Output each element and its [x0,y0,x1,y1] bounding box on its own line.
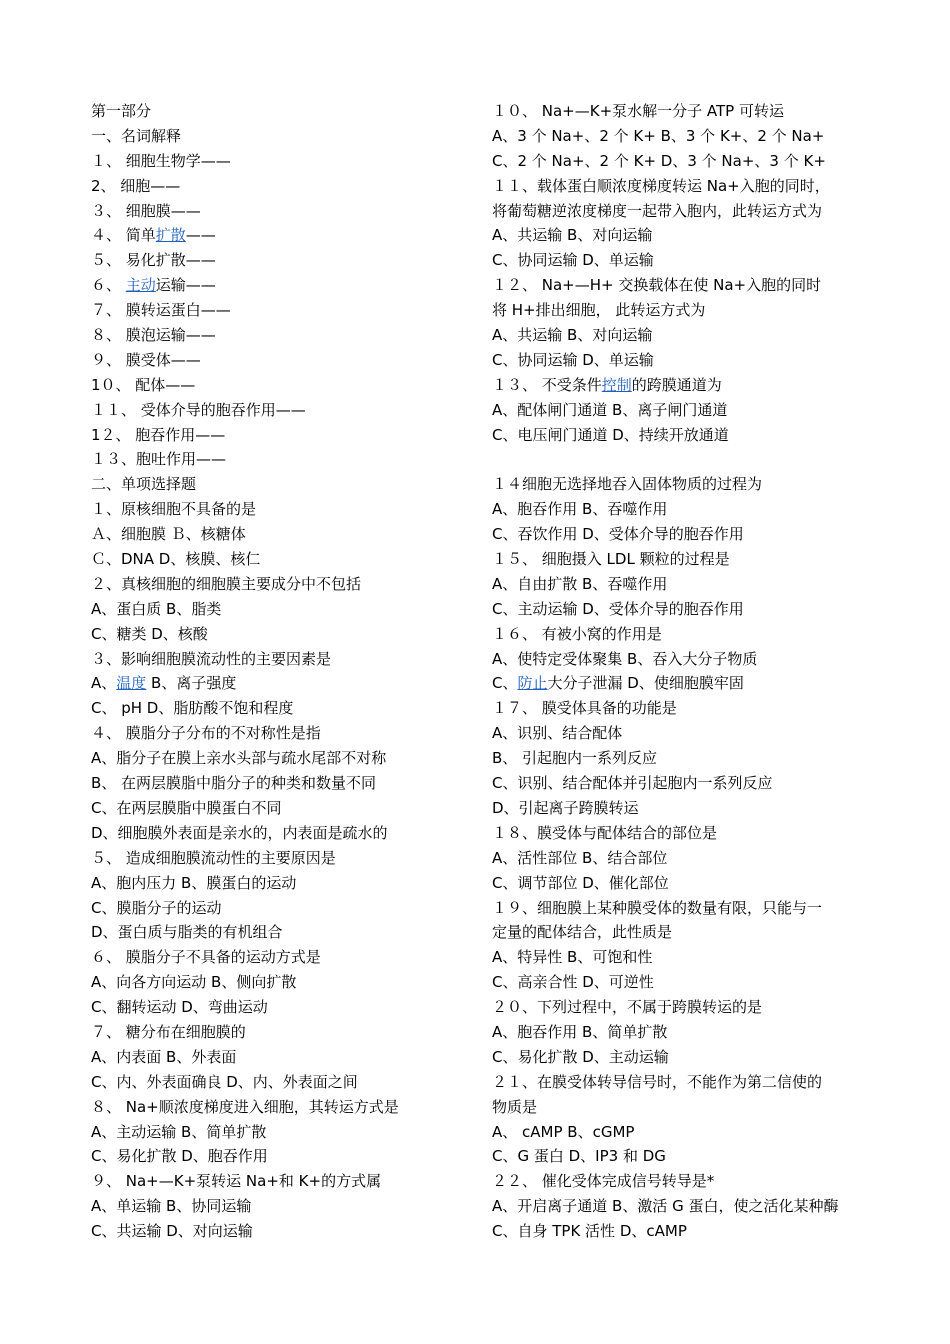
text-line [91,149,461,174]
text-line [91,472,461,497]
text-segment: A、特异性 B、可饱和性 [492,948,653,967]
text-segment: Ａ、细胞膜 Ｂ、核糖体 [91,525,246,544]
hyperlink[interactable]: 温度 [116,674,147,693]
hyperlink[interactable]: 防止 [517,674,548,693]
text-line [492,1120,872,1145]
text-line [91,522,461,547]
text-line [492,1070,872,1095]
text-line [91,647,461,672]
text-segment: A、单运输 B、协同运输 [91,1197,252,1216]
text-segment: C、协同运输 D、单运输 [492,350,654,369]
text-segment: ７、 膜转运蛋白—— [91,301,231,320]
text-segment: 一、名词解释 [91,126,182,145]
text-segment: C、膜脂分子的运动 [91,898,222,917]
text-segment: 的跨膜通道为 [631,375,722,394]
text-segment: ６、 膜脂分子不具备的运动方式是 [91,948,321,967]
text-segment: ７、 糖分布在细胞膜的 [91,1022,246,1041]
text-line [91,721,461,746]
text-segment: A、配体闸门通道 B、离子闸门通道 [492,400,728,419]
text-segment: 将 H+排出细胞， 此转运方式为 [492,301,706,320]
text-segment: D、引起离子跨膜转运 [492,798,639,817]
text-segment: 1２、 胞吞作用—— [91,425,226,444]
text-segment: C、共运输 D、对向运输 [91,1222,253,1241]
text-line [91,572,461,597]
text-segment: ３、影响细胞膜流动性的主要因素是 [91,649,332,668]
text-segment: 1０、 配体—— [91,375,196,394]
text-segment: ６、 [91,276,126,295]
text-segment: 大分子泄漏 D、使细胞膜牢固 [547,674,744,693]
text-line [91,348,461,373]
text-line [492,622,872,647]
text-segment: A、开启离子通道 B、激活 G 蛋白，使之活化某种酶 [492,1197,839,1216]
text-line [91,174,461,199]
text-line [492,1020,872,1045]
text-segment: C、吞饮作用 D、受体介导的胞吞作用 [492,525,744,544]
text-line [91,1169,461,1194]
text-line [492,373,872,398]
text-line [492,597,872,622]
left-column [91,99,461,1244]
text-segment: A、共运输 B、对向运输 [492,226,653,245]
text-segment: A、蛋白质 B、脂类 [91,599,222,618]
text-segment: ４、 简单 [91,226,156,245]
text-line [91,746,461,771]
text-line [492,945,872,970]
text-line [91,970,461,995]
text-line [91,447,461,472]
text-line [492,223,872,248]
text-segment: １３、 不受条件 [492,375,602,394]
text-line [492,696,872,721]
text-segment: —— [185,226,216,245]
text-line [91,1194,461,1219]
text-segment: B、 引起胞内一系列反应 [492,749,658,768]
text-segment: １６、 有被小窝的作用是 [492,624,662,643]
text-segment: C、识别、结合配体并引起胞内一系列反应 [492,774,773,793]
text-line [492,647,872,672]
text-line [91,124,461,149]
text-line [91,248,461,273]
text-segment: A、3 个 Na+、2 个 K+ B、3 个 K+、2 个 Na+ [492,126,825,145]
text-segment: C、G 蛋白 D、IP3 和 DG [492,1147,666,1166]
text-line [91,223,461,248]
text-line [492,721,872,746]
text-line [492,1194,872,1219]
text-line [492,846,872,871]
text-line [91,323,461,348]
text-segment: 将葡萄糖逆浓度梯度一起带入胞内，此转运方式为 [492,201,823,220]
text-segment: A、内表面 B、外表面 [91,1047,237,1066]
text-line [91,821,461,846]
text-segment: ９、 Na+—K+泵转运 Na+和 K+的方式属 [91,1172,382,1191]
text-segment: A、主动运输 B、简单扩散 [91,1122,267,1141]
text-line [91,846,461,871]
text-segment: １４细胞无选择地吞入固体物质的过程为 [492,475,763,494]
text-segment: １０、 Na+—K+泵水解一分子 ATP 可转运 [492,102,784,120]
text-line [492,896,872,921]
text-line [91,995,461,1020]
text-line [492,821,872,846]
text-line [492,995,872,1020]
text-segment: C、糖类 D、核酸 [91,624,208,643]
text-segment: A、胞吞作用 B、吞噬作用 [492,500,668,519]
text-segment: C、在两层膜脂中膜蛋白不同 [91,798,282,817]
text-line [492,174,872,199]
text-segment: 二、单项选择题 [91,475,197,494]
text-line [91,896,461,921]
text-segment: A、使特定受体聚集 B、吞入大分子物质 [492,649,758,668]
text-segment: D、蛋白质与脂类的有机组合 [91,923,283,942]
text-line [91,199,461,224]
text-segment: ３、 细胞膜—— [91,201,201,220]
text-line [492,1169,872,1194]
text-line [91,99,461,124]
text-segment: C、内、外表面确良 D、内、外表面之间 [91,1072,358,1091]
text-segment: C、 [492,674,518,693]
text-line [91,597,461,622]
hyperlink[interactable]: 控制 [601,375,632,394]
text-line [91,373,461,398]
text-segment: ２１、在膜受体转导信号时，不能作为第二信使的 [492,1072,823,1091]
text-line [492,522,872,547]
text-line [492,746,872,771]
text-line [91,1144,461,1169]
text-line [91,871,461,896]
text-line [492,298,872,323]
text-line [492,273,872,298]
text-line [91,547,461,572]
text-line [91,497,461,522]
text-segment: 2、 细胞—— [91,176,181,195]
text-line [492,572,872,597]
text-segment: ５、 易化扩散—— [91,251,216,270]
text-line [91,671,461,696]
text-line [91,920,461,945]
hyperlink[interactable]: 主动 [125,276,156,295]
right-column [492,99,872,1244]
text-segment: C、调节部位 D、催化部位 [492,873,669,892]
text-segment: １、原核细胞不具备的是 [91,500,257,519]
text-line [91,298,461,323]
text-line [91,622,461,647]
hyperlink[interactable]: 扩散 [155,226,186,245]
text-segment: D、细胞膜外表面是亲水的，内表面是疏水的 [91,823,388,842]
text-segment: ２２、 催化受体完成信号转导是* [492,1172,715,1191]
text-line [492,871,872,896]
text-segment: C、主动运输 D、受体介导的胞吞作用 [492,599,744,618]
text-segment: C、自身 TPK 活性 D、cAMP [492,1222,687,1241]
text-segment: 运输—— [155,276,216,295]
text-segment: A、脂分子在膜上亲水头部与疏水尾部不对称 [91,749,387,768]
text-line [492,423,872,448]
text-line [492,771,872,796]
text-segment: B、离子强度 [146,674,237,693]
text-segment: ２０、下列过程中，不属于跨膜转运的是 [492,998,763,1017]
text-segment: １５、 细胞摄入 LDL 颗粒的过程是 [492,550,730,569]
text-line [91,1020,461,1045]
text-segment: A、胞内压力 B、膜蛋白的运动 [91,873,297,892]
text-segment: B、 在两层膜脂中脂分子的种类和数量不同 [91,774,377,793]
text-line [91,1120,461,1145]
text-line [492,348,872,373]
text-segment: １３、胞吐作用—— [91,450,227,469]
text-line [91,1070,461,1095]
text-line [492,1144,872,1169]
text-line [492,323,872,348]
text-line [492,970,872,995]
text-segment: １１、载体蛋白顺浓度梯度转运 Na+入胞的同时， [492,176,830,195]
text-segment: ８、 Na+顺浓度梯度进入细胞，其转运方式是 [91,1097,399,1116]
text-line [492,199,872,224]
text-segment: A、共运输 B、对向运输 [492,326,653,345]
text-segment: A、 cAMP B、cGMP [492,1122,635,1141]
text-line [492,1045,872,1070]
text-segment: １７、 膜受体具备的功能是 [492,699,677,718]
text-segment: A、 [91,674,117,693]
text-line [91,796,461,821]
text-segment: C、易化扩散 D、主动运输 [492,1047,669,1066]
text-line [91,423,461,448]
text-segment: 第一部分 [91,102,152,120]
text-line [91,1219,461,1244]
text-line [492,124,872,149]
text-line [492,547,872,572]
text-segment: C、协同运输 D、单运输 [492,251,654,270]
text-segment: A、向各方向运动 B、侧向扩散 [91,973,297,992]
text-segment: C、翻转运动 D、弯曲运动 [91,998,268,1017]
text-segment: ９、 膜受体—— [91,350,201,369]
text-segment: A、胞吞作用 B、简单扩散 [492,1022,668,1041]
text-line [492,1219,872,1244]
text-line [492,1095,872,1120]
text-line [492,796,872,821]
text-line [91,1045,461,1070]
text-segment: １１、 受体介导的胞吞作用—— [91,400,306,419]
text-line [492,398,872,423]
text-line [91,945,461,970]
text-line [91,696,461,721]
text-segment: C、2 个 Na+、2 个 K+ D、3 个 Na+、3 个 K+ [492,151,826,170]
text-line [91,273,461,298]
text-line [91,771,461,796]
text-segment: ８、 膜泡运输—— [91,326,216,345]
text-segment: １９、细胞膜上某种膜受体的数量有限，只能与一 [492,898,823,917]
text-segment: ２、真核细胞的细胞膜主要成分中不包括 [91,574,362,593]
text-segment: C、易化扩散 D、胞吞作用 [91,1147,268,1166]
text-segment: Ｃ、DNA D、核膜、核仁 [91,550,261,569]
text-segment: １、 细胞生物学—— [91,151,231,170]
text-segment: ４、 膜脂分子分布的不对称性是指 [91,724,321,743]
text-segment: １８、膜受体与配体结合的部位是 [492,823,718,842]
text-segment: ５、 造成细胞膜流动性的主要原因是 [91,848,336,867]
text-segment: 定量的配体结合，此性质是 [492,923,673,942]
text-line [492,99,872,124]
text-line [492,248,872,273]
text-segment: A、自由扩散 B、吞噬作用 [492,574,668,593]
blank-line [492,447,872,472]
text-segment: 物质是 [492,1097,538,1116]
text-line [91,1095,461,1120]
text-line [492,149,872,174]
text-segment: C、高亲合性 D、可逆性 [492,973,654,992]
text-line [91,398,461,423]
text-line [492,472,872,497]
text-line [492,671,872,696]
text-segment: C、 pH D、脂肪酸不饱和程度 [91,699,294,718]
text-segment: A、识别、结合配体 [492,724,623,743]
text-segment: １２、 Na+—H+ 交换载体在使 Na+入胞的同时 [492,276,822,295]
text-segment: C、电压闸门通道 D、持续开放通道 [492,425,729,444]
text-segment: A、活性部位 B、结合部位 [492,848,668,867]
text-line [492,920,872,945]
text-line [492,497,872,522]
